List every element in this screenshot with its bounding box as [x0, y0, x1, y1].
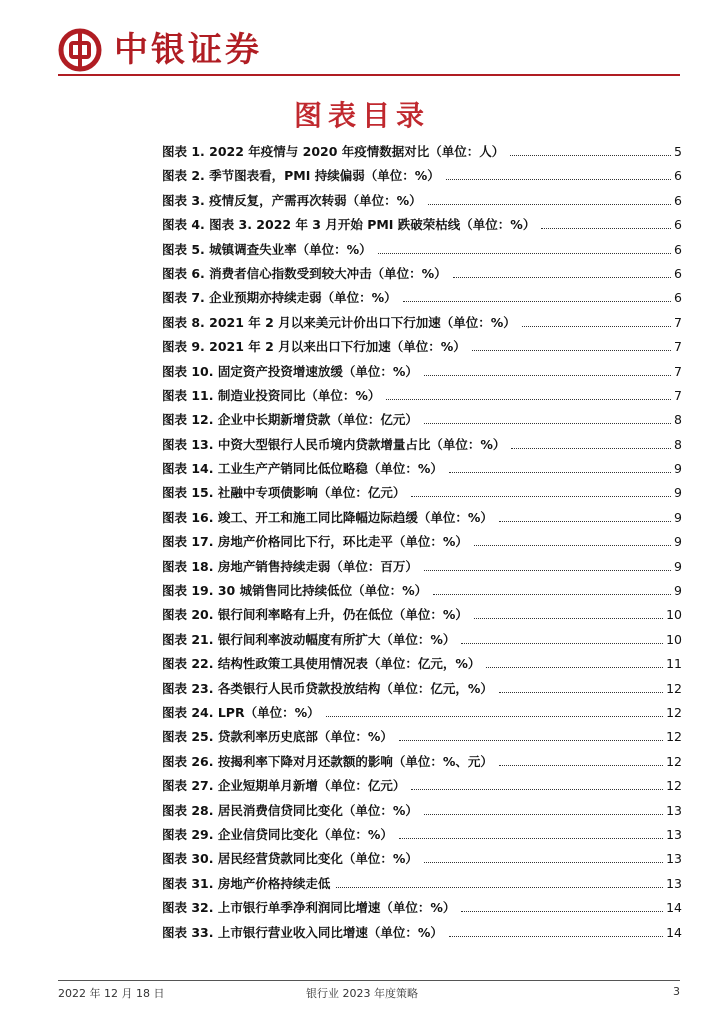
toc-entry-label[interactable]: 图表 17. 房地产价格同比下行，环比走平（单位：%） [162, 534, 468, 550]
toc-entry-page[interactable]: 5 [674, 144, 682, 159]
toc-entry-page[interactable]: 13 [666, 826, 682, 842]
toc-entry[interactable] [162, 483, 682, 507]
page-header [0, 0, 724, 78]
toc-dot-leader [336, 886, 663, 888]
toc-entry-page[interactable]: 13 [666, 875, 682, 891]
toc-entry-page[interactable]: 9 [674, 461, 682, 477]
toc-entry[interactable] [162, 898, 682, 922]
footer-divider [58, 980, 680, 981]
toc-entry-page[interactable]: 12 [666, 680, 682, 696]
toc-entry-page[interactable]: 9 [674, 534, 682, 550]
toc-dot-leader [449, 935, 663, 937]
toc-entry[interactable] [162, 679, 682, 703]
toc-dot-leader [453, 276, 671, 278]
toc-entry[interactable] [162, 727, 682, 751]
toc-entry-label[interactable]: 图表 6. 消费者信心指数受到较大冲击（单位：%） [162, 265, 447, 281]
toc-dot-leader [541, 227, 671, 229]
toc-dot-leader [424, 861, 663, 863]
toc-entry[interactable] [162, 337, 682, 361]
toc-dot-leader [461, 642, 663, 644]
toc-entry-label[interactable]: 图表 25. 贷款利率历史底部（单位：%） [162, 729, 393, 745]
toc-entry-label[interactable]: 图表 11. 制造业投资同比（单位：%） [162, 387, 381, 403]
toc-entry-label[interactable]: 图表 8. 2021 年 2 月以来美元计价出口下行加速（单位：%） [162, 314, 516, 330]
toc-entry[interactable] [162, 874, 682, 898]
toc-entry-page[interactable]: 12 [666, 778, 682, 794]
brand-name: 中银证券 [114, 30, 262, 70]
toc-dot-leader [472, 349, 671, 351]
toc-entry-page[interactable]: 12 [666, 753, 682, 769]
toc-entry[interactable] [162, 166, 682, 190]
toc-dot-leader [511, 447, 671, 449]
toc-entry-page[interactable]: 13 [666, 802, 682, 818]
toc-dot-leader [428, 203, 671, 205]
toc-entry-page[interactable]: 9 [674, 583, 682, 599]
toc-dot-leader [326, 715, 663, 717]
toc-entry[interactable] [162, 410, 682, 434]
toc-entry-label[interactable]: 图表 19. 30 城销售同比持续低位（单位：%） [162, 583, 428, 599]
toc-entry[interactable] [162, 288, 682, 312]
toc-dot-leader [411, 495, 671, 497]
toc-dot-leader [510, 154, 671, 156]
toc-entry[interactable] [162, 605, 682, 629]
toc-dot-leader [424, 374, 671, 376]
toc-entry-page[interactable]: 7 [674, 363, 682, 379]
toc-entry-page[interactable]: 9 [674, 509, 682, 525]
toc-entry-label[interactable]: 图表 16. 竣工、开工和施工同比降幅边际趋缓（单位：%） [162, 509, 493, 525]
toc-entry-label[interactable]: 图表 22. 结构性政策工具使用情况表（单位：亿元，%） [162, 656, 481, 672]
footer-date: 2022 年 12 月 18 日 [58, 987, 165, 1000]
toc-dot-leader [522, 325, 671, 327]
toc-entry[interactable] [162, 240, 682, 264]
toc-entry[interactable] [162, 435, 682, 459]
toc-entry[interactable] [162, 362, 682, 386]
toc-entry-page[interactable]: 6 [674, 192, 682, 208]
toc-dot-leader [403, 300, 671, 302]
toc-dot-leader [424, 422, 671, 424]
toc-entry-label[interactable]: 图表 27. 企业短期单月新增（单位：亿元） [162, 778, 406, 794]
toc-entry-label[interactable]: 图表 14. 工业生产产销同比低位略稳（单位：%） [162, 461, 443, 477]
toc-entry-label[interactable]: 图表 26. 按揭利率下降对月还款额的影响（单位：%、元） [162, 753, 493, 769]
toc-entry-label[interactable]: 图表 9. 2021 年 2 月以来出口下行加速（单位：%） [162, 339, 466, 355]
toc-entry[interactable] [162, 581, 682, 605]
toc-dot-leader [378, 252, 671, 254]
toc-entry-label[interactable]: 图表 18. 房地产销售持续走弱（单位：百万） [162, 558, 418, 574]
toc-entry-page[interactable]: 12 [666, 704, 682, 720]
toc-entry-label[interactable]: 图表 2. 季节图表看，PMI 持续偏弱（单位：%） [162, 168, 440, 184]
toc-dot-leader [386, 398, 671, 400]
toc-dot-leader [499, 764, 663, 766]
toc-entry[interactable] [162, 215, 682, 239]
toc-entry-page[interactable]: 6 [674, 290, 682, 306]
toc-entry-page[interactable]: 6 [674, 217, 682, 233]
toc-entry[interactable] [162, 191, 682, 215]
toc-entry-page[interactable]: 7 [674, 339, 682, 355]
toc-entry[interactable] [162, 264, 682, 288]
toc-entry-label[interactable]: 图表 7. 企业预期亦持续走弱（单位：%） [162, 290, 397, 306]
toc-entry[interactable] [162, 825, 682, 849]
toc-entry-label[interactable]: 图表 3. 疫情反复，产需再次转弱（单位：%） [162, 192, 422, 208]
toc-entry[interactable] [162, 532, 682, 556]
footer-page-number: 3 [673, 985, 680, 998]
toc-dot-leader [474, 544, 671, 546]
toc-entry[interactable] [162, 801, 682, 825]
toc-dot-leader [461, 910, 663, 912]
toc-entry[interactable] [162, 849, 682, 873]
footer-report-title: 银行业 2023 年度策略 [306, 987, 418, 1000]
toc-entry-page[interactable]: 9 [674, 485, 682, 501]
toc-entry-label[interactable]: 图表 15. 社融中专项债影响（单位：亿元） [162, 485, 406, 501]
toc-dot-leader [449, 471, 671, 473]
toc-dot-leader [424, 569, 671, 571]
toc-entry[interactable] [162, 459, 682, 483]
toc-dot-leader [411, 788, 663, 790]
toc-entry[interactable] [162, 630, 682, 654]
toc-entry-label[interactable]: 图表 29. 企业信贷同比变化（单位：%） [162, 826, 393, 842]
toc-entry-label[interactable]: 图表 10. 固定资产投资增速放缓（单位：%） [162, 363, 418, 379]
toc-entry-label[interactable]: 图表 30. 居民经营贷款同比变化（单位：%） [162, 851, 418, 867]
toc-entry-label[interactable]: 图表 33. 上市银行营业收入同比增速（单位：%） [162, 924, 443, 940]
toc-entry[interactable] [162, 776, 682, 800]
toc-entry-label[interactable]: 图表 23. 各类银行人民币贷款投放结构（单位：亿元，%） [162, 680, 493, 696]
toc-entry-page[interactable]: 13 [666, 851, 682, 867]
toc-entry-page[interactable]: 6 [674, 265, 682, 281]
toc-entry-label[interactable]: 图表 12. 企业中长期新增贷款（单位：亿元） [162, 412, 418, 428]
toc-entry-label[interactable]: 图表 31. 房地产价格持续走低 [162, 875, 331, 891]
toc-dot-leader [474, 617, 663, 619]
toc-dot-leader [433, 593, 671, 595]
toc-dot-leader [499, 520, 671, 522]
toc-entry-label[interactable]: 图表 13. 中资大型银行人民币境内贷款增量占比（单位：%） [162, 436, 506, 452]
toc-entry[interactable] [162, 142, 682, 166]
toc-entry-label[interactable]: 图表 5. 城镇调查失业率（单位：%） [162, 241, 372, 257]
toc-entry-label[interactable]: 图表 32. 上市银行单季净利润同比增速（单位：%） [162, 900, 456, 916]
toc-entry-label[interactable]: 图表 28. 居民消费信贷同比变化（单位：%） [162, 802, 418, 818]
toc-entry-page[interactable]: 10 [666, 631, 682, 647]
toc-entry-page[interactable]: 8 [674, 436, 682, 452]
toc-entry[interactable] [162, 654, 682, 678]
toc-entry-page[interactable]: 6 [674, 168, 682, 184]
toc-entry-page[interactable]: 11 [666, 656, 682, 672]
toc-entry[interactable] [162, 313, 682, 337]
toc-entry-page[interactable]: 12 [666, 729, 682, 745]
toc-dot-leader [499, 691, 663, 693]
toc-entry[interactable] [162, 508, 682, 532]
toc-entry-label[interactable]: 图表 24. LPR（单位：%） [162, 704, 320, 720]
toc-entry-label[interactable]: 图表 20. 银行间利率略有上升，仍在低位（单位：%） [162, 607, 468, 623]
toc-entry[interactable] [162, 557, 682, 581]
toc-dot-leader [424, 813, 663, 815]
toc-entry[interactable] [162, 923, 682, 947]
toc-dot-leader [486, 666, 663, 668]
toc-entry-label[interactable]: 图表 1. 2022 年疫情与 2020 年疫情数据对比（单位：人） [162, 144, 505, 159]
toc-entry-page[interactable]: 7 [674, 314, 682, 330]
toc-entry-label[interactable]: 图表 4. 图表 3. 2022 年 3 月开始 PMI 跌破荣枯线（单位：%） [162, 217, 536, 233]
table-of-figures [162, 142, 682, 947]
toc-entry-page[interactable]: 9 [674, 558, 682, 574]
toc-dot-leader [399, 739, 663, 741]
toc-entry-page[interactable]: 6 [674, 241, 682, 257]
toc-entry[interactable] [162, 386, 682, 410]
toc-entry-page[interactable]: 7 [674, 387, 682, 403]
header-divider [58, 74, 680, 76]
toc-entry-label[interactable]: 图表 21. 银行间利率波动幅度有所扩大（单位：%） [162, 631, 456, 647]
toc-entry-page[interactable]: 10 [666, 607, 682, 623]
toc-entry[interactable] [162, 703, 682, 727]
toc-entry-page[interactable]: 8 [674, 412, 682, 428]
page-title: 图表目录 [293, 99, 430, 132]
toc-dot-leader [399, 837, 663, 839]
bank-of-china-logo-icon [58, 28, 102, 72]
toc-entry[interactable] [162, 752, 682, 776]
toc-dot-leader [446, 178, 671, 180]
toc-entry-page[interactable]: 14 [666, 900, 682, 916]
toc-entry-page[interactable]: 14 [666, 924, 682, 940]
